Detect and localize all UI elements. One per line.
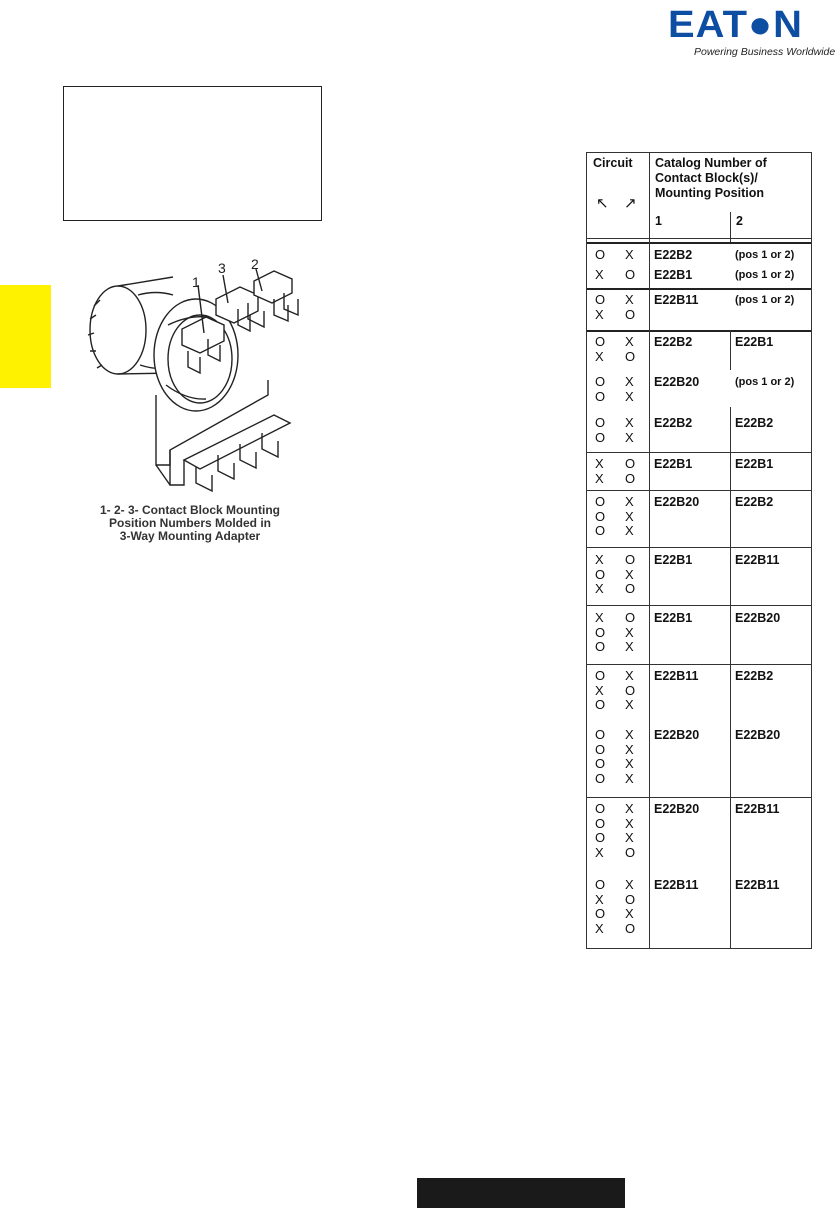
caption-line-1: 1- 2- 3- Contact Block Mounting xyxy=(100,503,280,517)
catalog-pos-1: E22B20 xyxy=(654,802,700,816)
group-divider xyxy=(587,452,811,453)
circuit-right: O xyxy=(625,267,636,282)
group-divider xyxy=(587,490,811,491)
circuit-left: O X O xyxy=(595,668,606,712)
catalog-pos-2: E22B2 xyxy=(735,669,774,683)
circuit-left: O O xyxy=(595,415,606,445)
catalog-pos-2: (pos 1 or 2) xyxy=(735,376,795,388)
caption-line-2: Position Numbers Molded in xyxy=(108,516,271,530)
footer-bar xyxy=(417,1178,625,1208)
header-catalog-line-2: Contact Block(s)/ xyxy=(655,171,758,185)
circuit-left: X xyxy=(595,267,604,282)
header-position-2: 2 xyxy=(736,214,743,228)
group-divider xyxy=(587,664,811,665)
header-position-1: 1 xyxy=(655,214,662,228)
catalog-pos-2: E22B1 xyxy=(735,335,774,349)
circuit-left: O xyxy=(595,247,606,262)
section-tab xyxy=(0,285,51,388)
group-divider xyxy=(587,797,811,798)
brand-name: EAT●N xyxy=(668,4,804,46)
circuit-right: X O xyxy=(625,334,636,364)
circuit-right: X O X xyxy=(625,668,636,712)
catalog-pos-2: E22B20 xyxy=(735,728,781,742)
circuit-left: O X xyxy=(595,292,606,322)
circuit-right: O X X xyxy=(625,610,636,654)
header-divider xyxy=(587,238,811,239)
arrow-left-icon: ↖ xyxy=(596,195,609,212)
catalog-pos-1: E22B20 xyxy=(654,495,700,509)
circuit-left: O O O X xyxy=(595,801,606,860)
position-label-3: 3 xyxy=(218,260,226,276)
catalog-pos-2: (pos 1 or 2) xyxy=(735,269,795,281)
catalog-pos-2: E22B11 xyxy=(735,802,780,816)
circuit-left: X O O xyxy=(595,610,606,654)
brand-tagline: Powering Business Worldwide xyxy=(694,46,835,58)
position-label-1: 1 xyxy=(192,274,200,290)
catalog-pos-1: E22B2 xyxy=(654,335,693,349)
catalog-pos-2: E22B11 xyxy=(735,553,780,567)
header-catalog xyxy=(655,156,767,201)
contact-block-table xyxy=(586,152,812,949)
table-top-border xyxy=(587,152,811,153)
column-divider xyxy=(730,330,731,370)
catalog-pos-1: E22B20 xyxy=(654,728,700,742)
circuit-left: O X xyxy=(595,334,606,364)
circuit-left: X O X xyxy=(595,552,606,596)
circuit-left: O O O xyxy=(595,494,606,538)
catalog-pos-2: (pos 1 or 2) xyxy=(735,294,795,306)
group-divider xyxy=(587,288,811,290)
circuit-left: O X O X xyxy=(595,877,606,936)
header-circuit: Circuit xyxy=(593,156,633,170)
circuit-right: X X X X xyxy=(625,727,634,786)
header-catalog-line-3: Mounting Position xyxy=(655,186,765,200)
circuit-right: X X xyxy=(625,374,634,404)
circuit-right: O X O xyxy=(625,552,636,596)
circuit-right: X X xyxy=(625,415,634,445)
catalog-pos-1: E22B11 xyxy=(654,293,699,307)
catalog-pos-2: E22B11 xyxy=(735,878,780,892)
column-divider-header xyxy=(730,212,731,242)
catalog-pos-1: E22B1 xyxy=(654,611,693,625)
circuit-right: X X X xyxy=(625,494,634,538)
catalog-pos-1: E22B1 xyxy=(654,457,693,471)
column-divider xyxy=(730,407,731,949)
circuit-right: O O xyxy=(625,456,636,486)
caption-line-3: 3-Way Mounting Adapter xyxy=(119,529,261,543)
circuit-left: X X xyxy=(595,456,604,486)
circuit-left: O O O O xyxy=(595,727,606,786)
mounting-adapter-illustration xyxy=(78,255,308,495)
catalog-pos-1: E22B2 xyxy=(654,248,693,262)
position-label-2: 2 xyxy=(251,256,259,272)
header-divider-thick xyxy=(587,242,811,244)
circuit-right: X O xyxy=(625,292,636,322)
header-catalog-line-1: Catalog Number of xyxy=(655,156,767,170)
empty-note-box xyxy=(63,86,322,221)
arrow-right-icon: ↗ xyxy=(624,195,637,212)
circuit-right: X O X O xyxy=(625,877,636,936)
catalog-pos-1: E22B11 xyxy=(654,669,699,683)
group-divider xyxy=(587,547,811,548)
figure-caption xyxy=(40,504,340,543)
circuit-right: X X X O xyxy=(625,801,636,860)
catalog-pos-2: E22B1 xyxy=(735,457,774,471)
catalog-pos-1: E22B1 xyxy=(654,268,693,282)
catalog-pos-1: E22B2 xyxy=(654,416,693,430)
group-divider xyxy=(587,605,811,606)
catalog-pos-2: E22B2 xyxy=(735,495,774,509)
catalog-pos-2: (pos 1 or 2) xyxy=(735,249,795,261)
eaton-logo xyxy=(668,4,835,58)
catalog-pos-2: E22B2 xyxy=(735,416,774,430)
column-divider xyxy=(649,152,650,949)
catalog-pos-1: E22B11 xyxy=(654,878,699,892)
circuit-left: O O xyxy=(595,374,606,404)
catalog-pos-1: E22B1 xyxy=(654,553,693,567)
circuit-right: X xyxy=(625,247,634,262)
catalog-pos-1: E22B20 xyxy=(654,375,700,389)
mounting-adapter-figure xyxy=(78,255,308,495)
group-divider xyxy=(587,330,811,332)
catalog-pos-2: E22B20 xyxy=(735,611,781,625)
